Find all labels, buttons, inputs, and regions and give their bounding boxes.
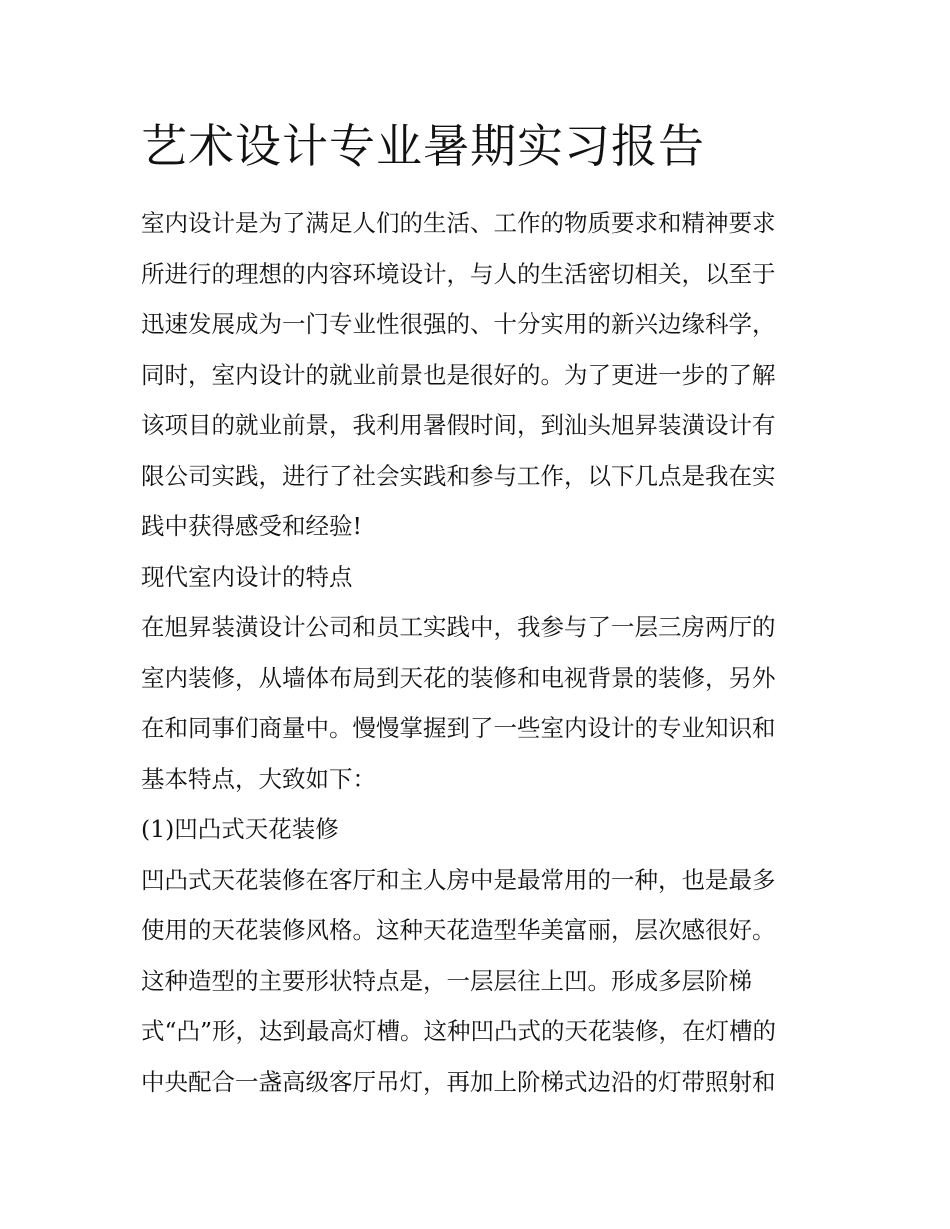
paragraph-line: 基本特点，大致如下： xyxy=(141,764,376,793)
paragraph-line: 践中获得感受和经验! xyxy=(141,512,362,540)
document-body xyxy=(141,198,821,1107)
paragraph-line: 迅速发展成为一门专业性很强的、十分实用的新兴边缘科学， xyxy=(141,310,776,338)
paragraph-line: 这种造型的主要形状特点是，一层层往上凹。形成多层阶梯 xyxy=(141,966,752,995)
paragraph-line: 该项目的就业前景，我利用暑假时间，到汕头旭昇装潢设计有 xyxy=(141,411,776,439)
document-title: 艺术设计专业暑期实习报告 xyxy=(141,119,705,173)
paragraph-line: 室内设计是为了满足人们的生活、工作的物质要求和精神要求 xyxy=(141,209,776,237)
paragraph-line: 在和同事们商量中。慢慢掌握到了一些室内设计的专业知识和 xyxy=(141,714,776,742)
paragraph-line: 同时，室内设计的就业前景也是很好的。为了更进一步的了解 xyxy=(141,360,776,389)
paragraph-line: 凹凸式天花装修在客厅和主人房中是最常用的一种，也是最多 xyxy=(141,865,776,894)
subsection-heading: (1)凹凸式天花装修 xyxy=(141,815,339,843)
paragraph-line: 室内装修，从墙体布局到天花的装修和电视背景的装修，另外 xyxy=(141,663,776,692)
paragraph-line: 中央配合一盏高级客厅吊灯，再加上阶梯式边沿的灯带照射和 xyxy=(141,1067,776,1096)
paragraph-line: 所进行的理想的内容环境设计，与人的生活密切相关，以至于 xyxy=(141,259,776,288)
paragraph-line: 在旭昇装潢设计公司和员工实践中，我参与了一层三房两厅的 xyxy=(141,613,776,641)
paragraph-line: 式“凸”形，达到最高灯槽。这种凹凸式的天花装修，在灯槽的 xyxy=(141,1017,777,1045)
section-heading: 现代室内设计的特点 xyxy=(141,562,353,591)
paragraph-line: 限公司实践，进行了社会实践和参与工作，以下几点是我在实 xyxy=(141,461,776,490)
paragraph-line: 使用的天花装修风格。这种天花造型华美富丽，层次感很好。 xyxy=(141,916,776,944)
